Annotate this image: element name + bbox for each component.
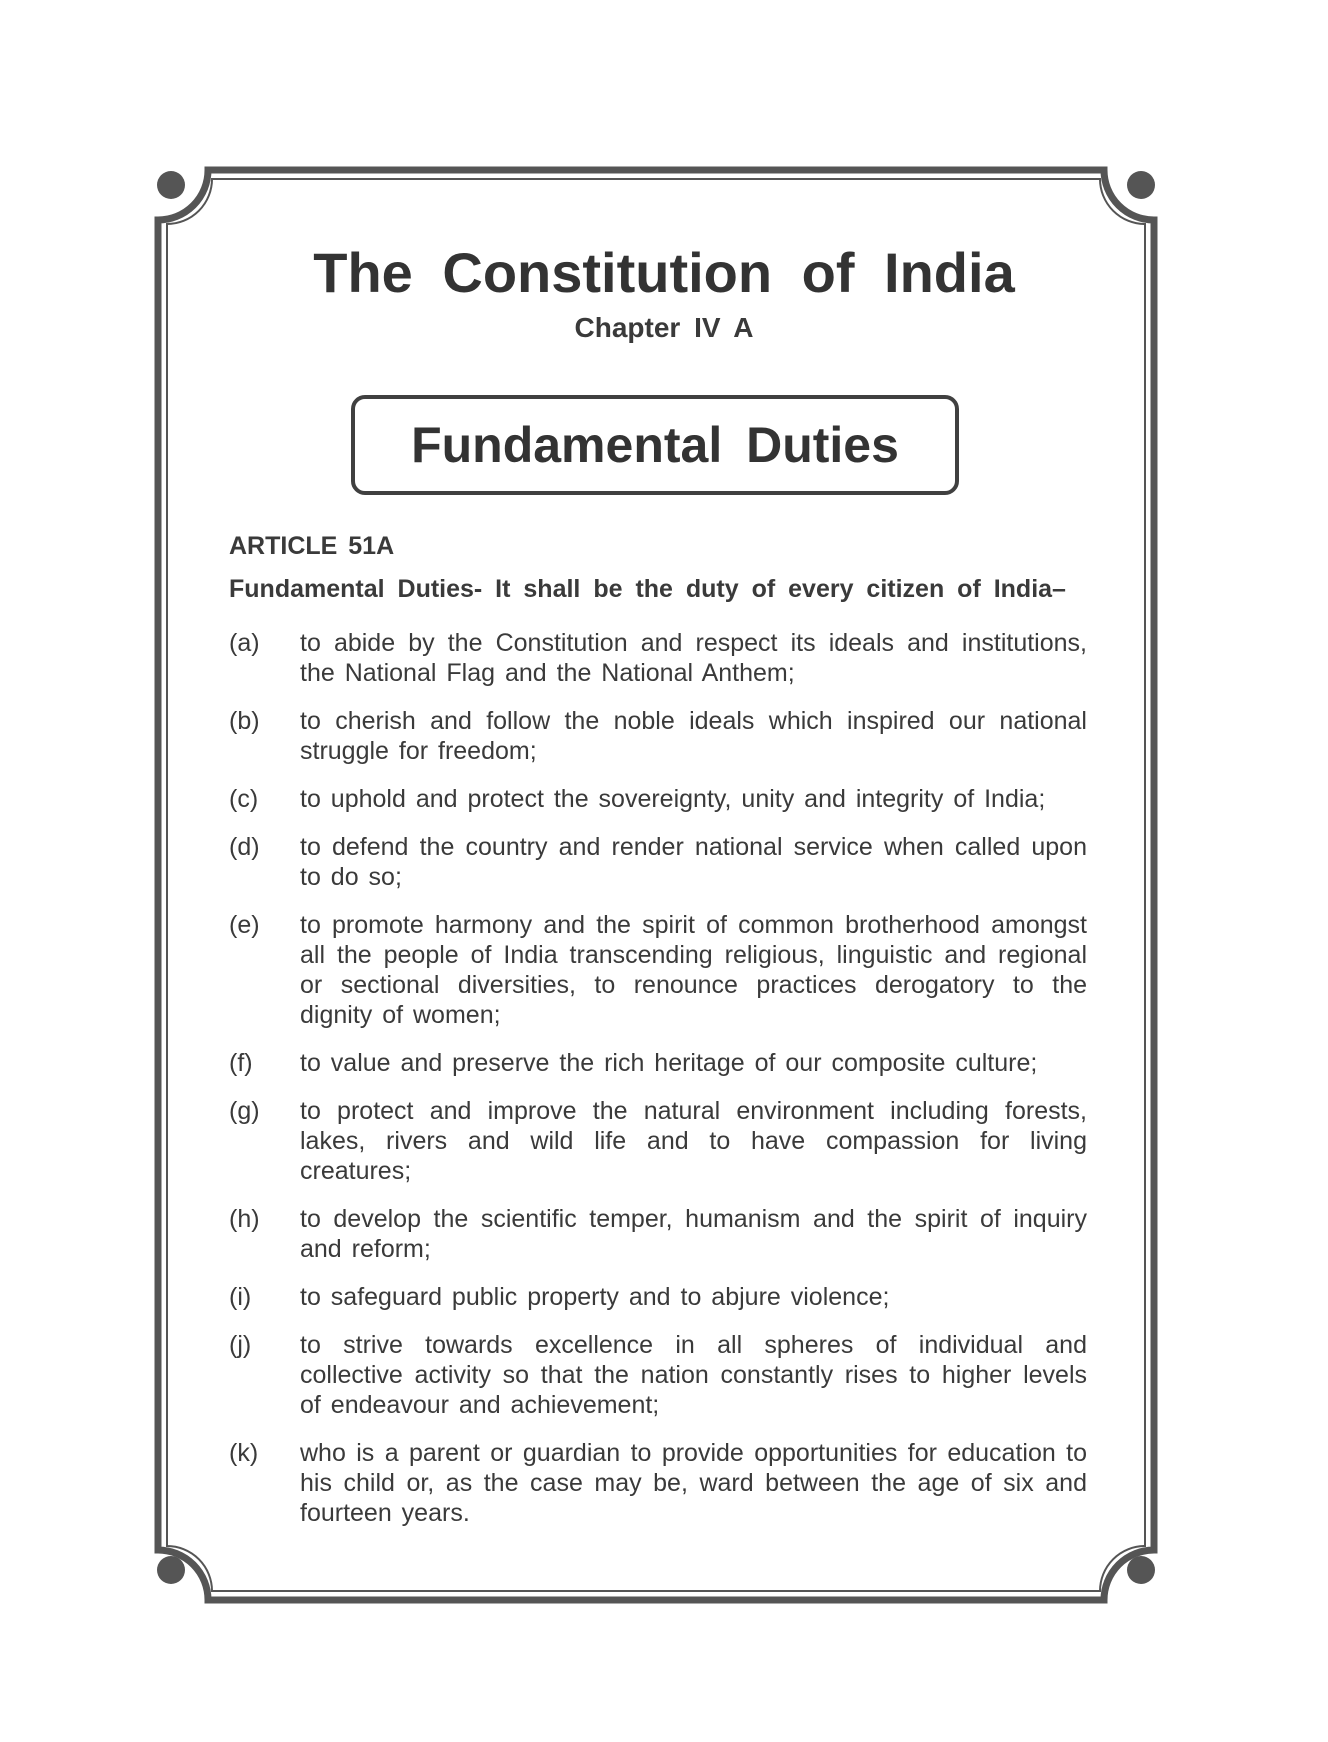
duty-list [229,628,1087,1546]
item-text: to defend the country and render national service when called upon to do so; [300,833,1087,891]
list-item [229,910,1087,1030]
item-text: to strive towards excellence in all spheres of individual and collective activity so that the nation constantly rises to higher levels of endeavour and achievement; [300,1331,1087,1419]
list-item [229,832,1087,892]
corner-dot-top-left [157,171,185,199]
item-marker: (g) [229,1097,260,1125]
item-text: to value and preserve the rich heritage of our composite culture; [300,1049,1038,1077]
list-item [229,784,1087,814]
item-marker: (c) [229,785,259,813]
item-text: to abide by the Constitution and respect its ideals and institutions, the National Flag and the National Anthem; [300,629,1087,687]
item-marker: (k) [229,1439,259,1467]
item-marker: (j) [229,1331,252,1359]
corner-dot-bottom-right [1127,1556,1155,1584]
item-text: to uphold and protect the sovereignty, unity and integrity of India; [300,785,1046,813]
corner-dot-top-right [1127,171,1155,199]
item-marker: (h) [229,1205,260,1233]
item-marker: (d) [229,833,260,861]
list-item [229,1282,1087,1312]
section-heading: Fundamental Duties [411,417,899,473]
article-number: ARTICLE 51A [229,532,395,560]
page-title: The Constitution of India [313,241,1015,304]
item-text: who is a parent or guardian to provide opportunities for education to his child or, as the case may be, ward between the age of six and fourteen years. [300,1439,1087,1527]
list-item [229,1438,1087,1528]
chapter-label: Chapter IV A [574,312,754,343]
list-item [229,706,1087,766]
item-text: to safeguard public property and to abjure violence; [300,1283,890,1311]
intro-text: Fundamental Duties- It shall be the duty of every citizen of India– [229,575,1066,603]
list-item [229,628,1087,688]
item-text: to develop the scientific temper, humanism and the spirit of inquiry and reform; [300,1205,1087,1263]
item-marker: (b) [229,707,260,735]
item-text: to cherish and follow the noble ideals which inspired our national struggle for freedom; [300,707,1087,765]
heading-box [351,395,959,495]
list-item [229,1330,1087,1420]
list-item [229,1096,1087,1186]
item-marker: (i) [229,1283,252,1311]
item-marker: (e) [229,911,260,939]
corner-dot-bottom-left [157,1556,185,1584]
list-item [229,1048,1087,1078]
item-text: to promote harmony and the spirit of common brotherhood amongst all the people of India transcending religious, linguistic and regional or sectional diversities, to renounce practices derogatory to the dignity of women; [300,911,1087,1029]
item-marker: (a) [229,629,260,657]
list-item [229,1204,1087,1264]
item-marker: (f) [229,1049,253,1077]
item-text: to protect and improve the natural environment including forests, lakes, rivers and wild life and to have compassion for living creatures; [300,1097,1087,1185]
